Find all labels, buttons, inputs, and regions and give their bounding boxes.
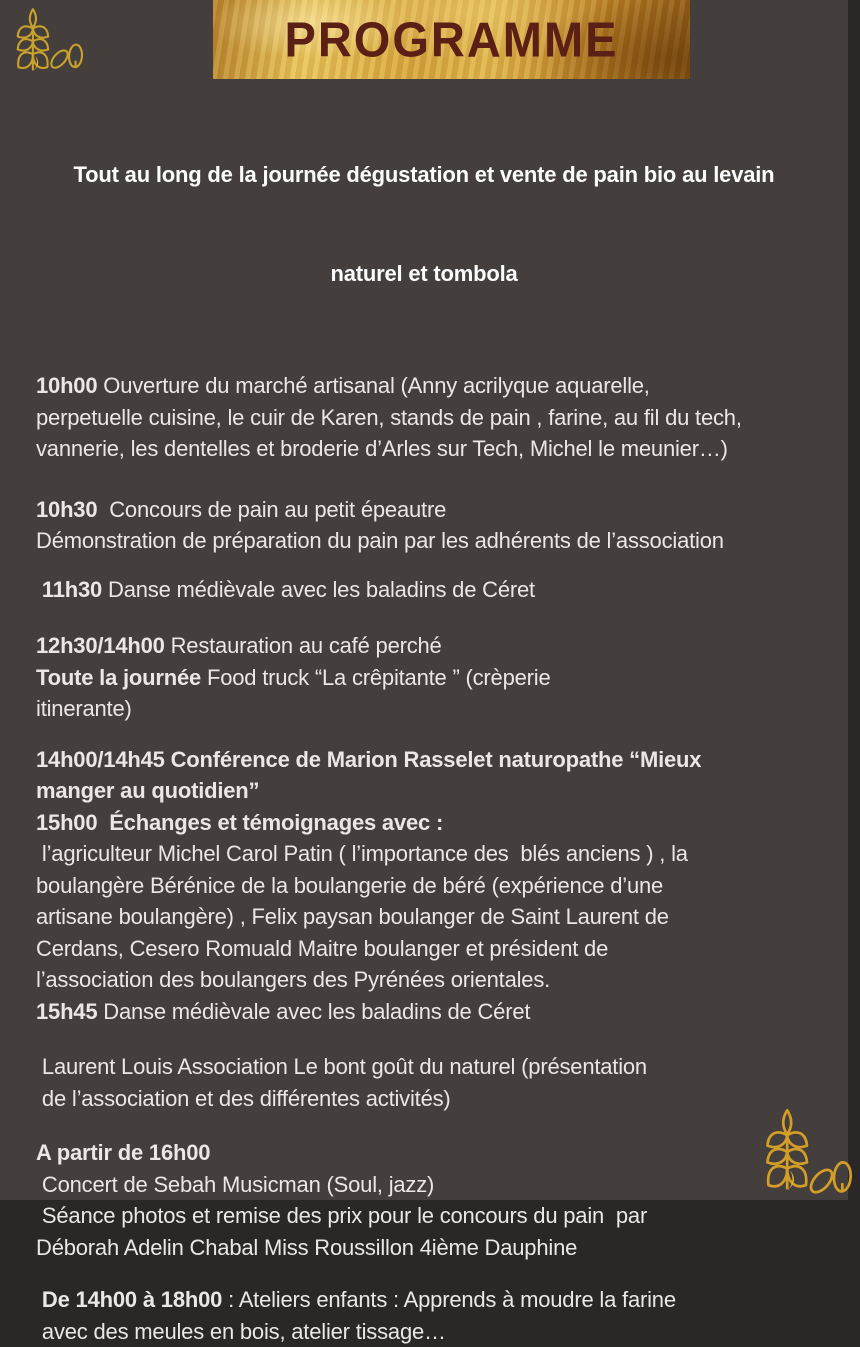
program-text: l’agriculteur Michel Carol Patin ( l’importance des blés anciens ) , la (36, 841, 688, 866)
program-line (36, 494, 822, 526)
program-text: Séance photos et remise des prix pour le concours du pain par (36, 1203, 647, 1228)
program-line (36, 964, 822, 996)
program-text: : Ateliers enfants : Apprends à moudre la farine (222, 1287, 676, 1312)
program-line (36, 1169, 822, 1201)
program-text: Laurent Louis Association Le bont goût du naturel (présentation (36, 1054, 647, 1079)
program-time-or-emphasis: 15h45 (36, 999, 97, 1024)
program-time-or-emphasis: 11h30 (36, 577, 102, 602)
program-time-or-emphasis: A partir de 16h00 (36, 1140, 210, 1165)
program-line (36, 1137, 822, 1169)
program-line (36, 574, 822, 606)
program-line (36, 775, 822, 807)
program-text: itinerante) (36, 696, 132, 721)
program-text: avec des meules en bois, atelier tissage… (36, 1319, 446, 1344)
program-text: Danse médièvale avec les baladins de Céret (102, 577, 535, 602)
program-text: perpetuelle cuisine, le cuir de Karen, stands de pain , farine, au fil du tech, (36, 405, 742, 430)
program-text: Déborah Adelin Chabal Miss Roussillon 4ième Dauphine (36, 1235, 577, 1260)
program-text: Concours de pain au petit épeautre (97, 497, 446, 522)
program-time-or-emphasis: Toute la journée (36, 665, 201, 690)
program-line (36, 996, 822, 1028)
wheat-ear-icon (8, 6, 90, 80)
program-time-or-emphasis: 12h30/14h00 (36, 633, 165, 658)
program-paragraph (36, 1051, 822, 1114)
program (36, 370, 822, 1347)
program-paragraph (36, 370, 822, 465)
program-line (36, 807, 822, 839)
program-time-or-emphasis: 15h00 Échanges et témoignages avec : (36, 810, 443, 835)
program-paragraph (36, 1137, 822, 1263)
program-line (36, 370, 822, 402)
program-text: de l’association et des différentes activités) (36, 1086, 451, 1111)
program-text: artisane boulangère) , Felix paysan boulanger de Saint Laurent de (36, 904, 669, 929)
program-paragraph (36, 630, 822, 725)
program-line (36, 1200, 822, 1232)
program-paragraph (36, 1284, 822, 1347)
program-paragraph (36, 574, 822, 606)
program-text: Cerdans, Cesero Romuald Maitre boulanger et président de (36, 936, 608, 961)
program-line (36, 901, 822, 933)
program-line (36, 525, 822, 557)
program-line (36, 870, 822, 902)
gold-banner (213, 0, 690, 79)
program-time-or-emphasis: 10h00 (36, 373, 97, 398)
program-line (36, 1083, 822, 1115)
subtitle-line: Tout au long de la journée dégustation et vente de pain bio au levain (0, 158, 848, 191)
program-text: Ouverture du marché artisanal (Anny acrilyque aquarelle, (97, 373, 649, 398)
program-text: Concert de Sebah Musicman (Soul, jazz) (36, 1172, 434, 1197)
program-text: vannerie, les dentelles et broderie d’Arles sur Tech, Michel le meunier…) (36, 436, 728, 461)
program-time-or-emphasis: De 14h00 à 18h00 (36, 1287, 222, 1312)
program-text: Danse médièvale avec les baladins de Céret (97, 999, 530, 1024)
program-line (36, 433, 822, 465)
program-line (36, 630, 822, 662)
program-line (36, 933, 822, 965)
page-title: PROGRAMME (285, 11, 619, 68)
program-text: boulangère Bérénice de la boulangerie de béré (expérience d’une (36, 873, 663, 898)
subtitle-line: naturel et tombola (0, 257, 848, 290)
program-time-or-emphasis: 14h00/14h45 Conférence de Marion Rasselet naturopathe “Mieux (36, 747, 701, 772)
program-line (36, 662, 822, 694)
program-paragraph (36, 744, 822, 1028)
program-line (36, 1232, 822, 1264)
program-time-or-emphasis: manger au quotidien” (36, 778, 259, 803)
program-text: Food truck “La crêpitante ” (crèperie (201, 665, 550, 690)
program-line (36, 693, 822, 725)
program-line (36, 1051, 822, 1083)
program-text: l’association des boulangers des Pyrénées orientales. (36, 967, 550, 992)
program-line (36, 1284, 822, 1316)
program-line (36, 402, 822, 434)
program-text: Démonstration de préparation du pain par les adhérents de l’association (36, 528, 724, 553)
program-text: Restauration au café perché (165, 633, 442, 658)
program-line (36, 1316, 822, 1347)
wheat-ear-icon (756, 1102, 860, 1206)
program-time-or-emphasis: 10h30 (36, 497, 97, 522)
program-line (36, 838, 822, 870)
program-paragraph (36, 494, 822, 557)
program-line (36, 744, 822, 776)
